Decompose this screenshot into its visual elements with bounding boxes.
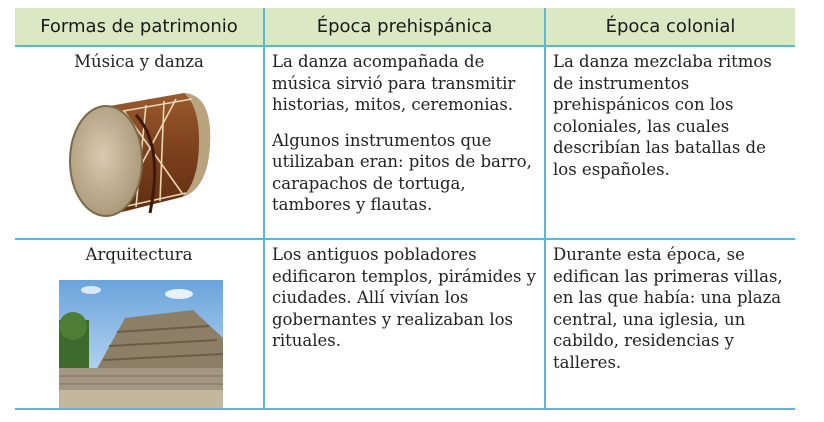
prehispanic-cell (263, 47, 544, 238)
table-row-architecture (15, 240, 795, 408)
prehispanic-text-2: Algunos instrumentos que utilizaban eran: pitos de barro, carapachos de tortuga, tambores y flautas. (272, 130, 532, 214)
form-label: Arquitectura (85, 245, 193, 264)
drum-image (64, 85, 214, 225)
header-colonial: Época colonial (544, 8, 795, 45)
form-cell (15, 47, 263, 238)
form-label: Música y danza (74, 52, 204, 71)
colonial-cell (544, 47, 795, 238)
pyramid-photo (59, 280, 223, 408)
table-row-music (15, 47, 795, 240)
form-cell (15, 240, 263, 408)
header-prehispanic: Época prehispánica (263, 8, 544, 45)
table-header (15, 8, 795, 47)
prehispanic-text-1: La danza acompañada de música sirvió para transmitir historias, mitos, ceremonias. (272, 52, 516, 114)
heritage-table (15, 8, 795, 410)
colonial-text-1: La danza mezclaba ritmos de instrumentos prehispánicos con los coloniales, las cuales describían las batallas de los españoles. (553, 52, 772, 179)
prehispanic-cell (263, 240, 544, 408)
colonial-cell (544, 240, 795, 408)
colonial-text-1: Durante esta época, se edifican las primeras villas, en las que había: una plaza central, una iglesia, un cabildo, residencias y talleres. (553, 245, 783, 372)
prehispanic-text-1: Los antiguos pobladores edificaron templos, pirámides y ciudades. Allí vivían los gobernantes y realizaban los rituales. (272, 245, 536, 350)
header-forms: Formas de patrimonio (40, 16, 238, 37)
